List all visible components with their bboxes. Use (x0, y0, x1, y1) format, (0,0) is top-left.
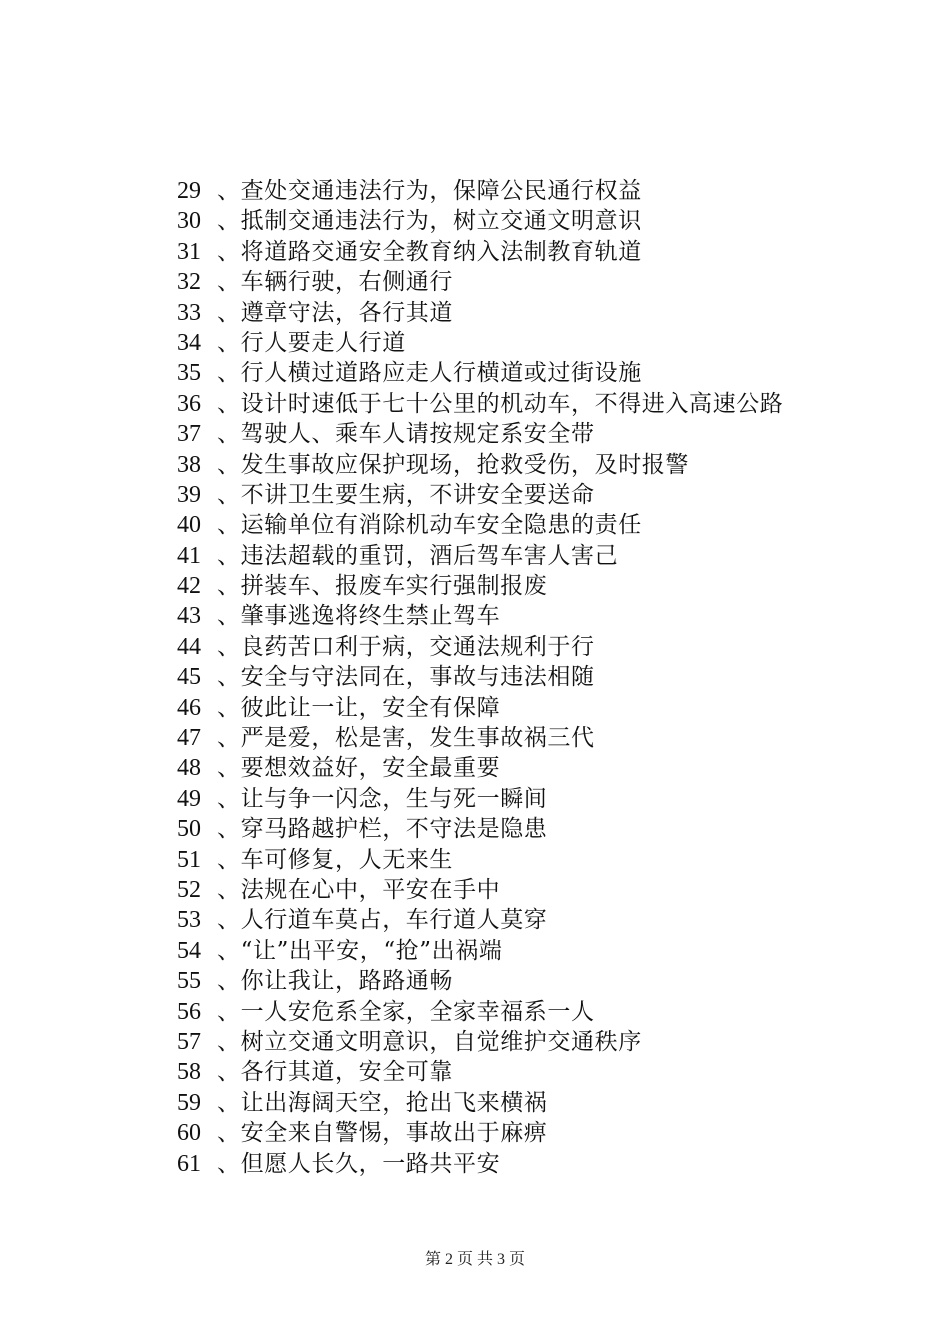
page-footer: 第 2 页 共 3 页 (424, 1251, 525, 1268)
item-text: 拼装车、报废车实行强制报废 (240, 573, 548, 600)
list-item (177, 1027, 877, 1057)
list-item (177, 510, 877, 540)
item-text: 法规在心中，平安在手中 (240, 876, 501, 903)
item-separator: 、 (217, 664, 241, 691)
item-number: 29 (177, 178, 201, 204)
list-item (177, 237, 877, 267)
item-separator: 、 (217, 481, 241, 508)
item-separator: 、 (217, 208, 241, 235)
item-text: 要想效益好，安全最重要 (240, 755, 501, 782)
list-item (177, 632, 877, 662)
item-number: 49 (177, 785, 201, 812)
item-number: 45 (177, 664, 201, 691)
item-number: 32 (177, 269, 201, 296)
item-number: 47 (177, 725, 201, 752)
item-number: 38 (177, 451, 201, 478)
item-separator: 、 (217, 937, 241, 964)
item-number: 39 (177, 481, 201, 508)
list-item (177, 328, 877, 358)
item-number: 33 (177, 299, 201, 326)
item-text: 车可修复，人无来生 (240, 846, 454, 873)
item-number: 50 (177, 816, 201, 843)
list-item (177, 601, 877, 631)
item-number: 30 (177, 208, 201, 235)
item-number: 36 (177, 390, 201, 417)
item-number: 61 (177, 1150, 201, 1177)
item-separator: 、 (217, 846, 241, 873)
list-item (177, 1088, 877, 1118)
list-item (177, 875, 877, 905)
list-item (177, 753, 877, 783)
item-separator: 、 (217, 360, 241, 387)
list-item (177, 905, 877, 935)
item-separator: 、 (217, 299, 241, 326)
item-number: 44 (177, 633, 201, 660)
item-separator: 、 (217, 633, 241, 660)
list-item (177, 723, 877, 753)
item-number: 41 (177, 542, 201, 569)
item-text: 查处交通违法行为，保障公民通行权益 (240, 178, 642, 204)
item-text: 抵制交通违法行为，树立交通文明意识 (240, 208, 642, 235)
item-separator: 、 (217, 238, 241, 265)
item-text: 良药苦口利于病，交通法规利于行 (240, 633, 595, 660)
item-text: 严是爱，松是害，发生事故祸三代 (240, 725, 595, 752)
item-number: 58 (177, 1059, 201, 1086)
item-number: 46 (177, 694, 201, 721)
list-item (177, 662, 877, 692)
item-text: 让出海阔天空，抢出飞来横祸 (240, 1089, 548, 1116)
item-separator: 、 (217, 390, 241, 417)
list-item (177, 358, 877, 388)
item-separator: 、 (217, 1120, 241, 1147)
list-item (177, 693, 877, 723)
list-item (177, 1057, 877, 1087)
item-number: 54 (177, 937, 201, 964)
item-separator: 、 (217, 998, 241, 1025)
item-separator: 、 (217, 603, 241, 630)
item-separator: 、 (217, 542, 241, 569)
item-number: 55 (177, 968, 201, 995)
item-separator: 、 (217, 329, 241, 356)
item-number: 34 (177, 329, 201, 356)
item-separator: 、 (217, 1150, 241, 1177)
item-text: 人行道车莫占，车行道人莫穿 (240, 907, 548, 934)
item-number: 48 (177, 755, 201, 782)
item-separator: 、 (217, 755, 241, 782)
item-number: 51 (177, 846, 201, 873)
list-item (177, 298, 877, 328)
item-text: 驾驶人、乘车人请按规定系安全带 (240, 421, 595, 448)
item-number: 59 (177, 1089, 201, 1116)
item-number: 57 (177, 1028, 201, 1055)
item-separator: 、 (217, 725, 241, 752)
list-item (177, 419, 877, 449)
slogan-list (177, 176, 877, 1179)
list-item (177, 571, 877, 601)
item-text: “让”出平安，“抢”出祸端 (240, 937, 503, 964)
list-item (177, 206, 877, 236)
item-separator: 、 (217, 512, 241, 539)
item-number: 42 (177, 573, 201, 600)
item-separator: 、 (217, 269, 241, 296)
item-text: 遵章守法，各行其道 (240, 299, 454, 326)
item-separator: 、 (217, 694, 241, 721)
list-item (177, 1149, 877, 1179)
item-text: 发生事故应保护现场，抢救受伤，及时报警 (240, 451, 690, 478)
item-separator: 、 (217, 1059, 241, 1086)
item-number: 31 (177, 238, 201, 265)
list-item (177, 480, 877, 510)
item-text: 将道路交通安全教育纳入法制教育轨道 (240, 238, 642, 265)
item-text: 树立交通文明意识，自觉维护交通秩序 (240, 1028, 642, 1055)
item-separator: 、 (217, 178, 241, 204)
item-number: 52 (177, 876, 201, 903)
list-item (177, 541, 877, 571)
item-text: 你让我让，路路通畅 (240, 968, 454, 995)
item-separator: 、 (217, 968, 241, 995)
item-text: 行人横过道路应走人行横道或过街设施 (240, 360, 642, 387)
item-separator: 、 (217, 907, 241, 934)
item-separator: 、 (217, 421, 241, 448)
item-number: 37 (177, 421, 201, 448)
item-separator: 、 (217, 573, 241, 600)
list-item (177, 389, 877, 419)
list-item (177, 936, 877, 966)
list-item (177, 997, 877, 1027)
list-item (177, 267, 877, 297)
item-text: 穿马路越护栏，不守法是隐患 (240, 816, 548, 843)
item-text: 不讲卫生要生病，不讲安全要送命 (240, 481, 595, 508)
item-text: 彼此让一让，安全有保障 (240, 694, 501, 721)
item-number: 60 (177, 1120, 201, 1147)
item-separator: 、 (217, 1028, 241, 1055)
item-text: 肇事逃逸将终生禁止驾车 (240, 603, 501, 630)
item-number: 40 (177, 512, 201, 539)
item-text: 车辆行驶，右侧通行 (240, 269, 454, 296)
item-text: 安全与守法同在，事故与违法相随 (240, 664, 595, 691)
item-text: 各行其道，安全可靠 (240, 1059, 454, 1086)
item-text: 设计时速低于七十公里的机动车，不得进入高速公路 (240, 390, 784, 417)
list-item (177, 845, 877, 875)
item-separator: 、 (217, 785, 241, 812)
item-text: 一人安危系全家，全家幸福系一人 (240, 998, 595, 1025)
list-item (177, 784, 877, 814)
item-number: 43 (177, 603, 201, 630)
list-item (177, 814, 877, 844)
item-separator: 、 (217, 876, 241, 903)
item-number: 56 (177, 998, 201, 1025)
list-item (177, 1118, 877, 1148)
item-text: 安全来自警惕，事故出于麻痹 (240, 1120, 548, 1147)
list-item (177, 966, 877, 996)
item-separator: 、 (217, 1089, 241, 1116)
item-number: 35 (177, 360, 201, 387)
item-number: 53 (177, 907, 201, 934)
item-text: 违法超载的重罚，酒后驾车害人害己 (240, 542, 619, 569)
item-separator: 、 (217, 451, 241, 478)
item-text: 运输单位有消除机动车安全隐患的责任 (240, 512, 642, 539)
item-text: 行人要走人行道 (240, 329, 406, 356)
list-item (177, 176, 877, 206)
list-item (177, 450, 877, 480)
item-separator: 、 (217, 816, 241, 843)
item-text: 让与争一闪念，生与死一瞬间 (240, 785, 548, 812)
item-text: 但愿人长久，一路共平安 (240, 1150, 501, 1177)
